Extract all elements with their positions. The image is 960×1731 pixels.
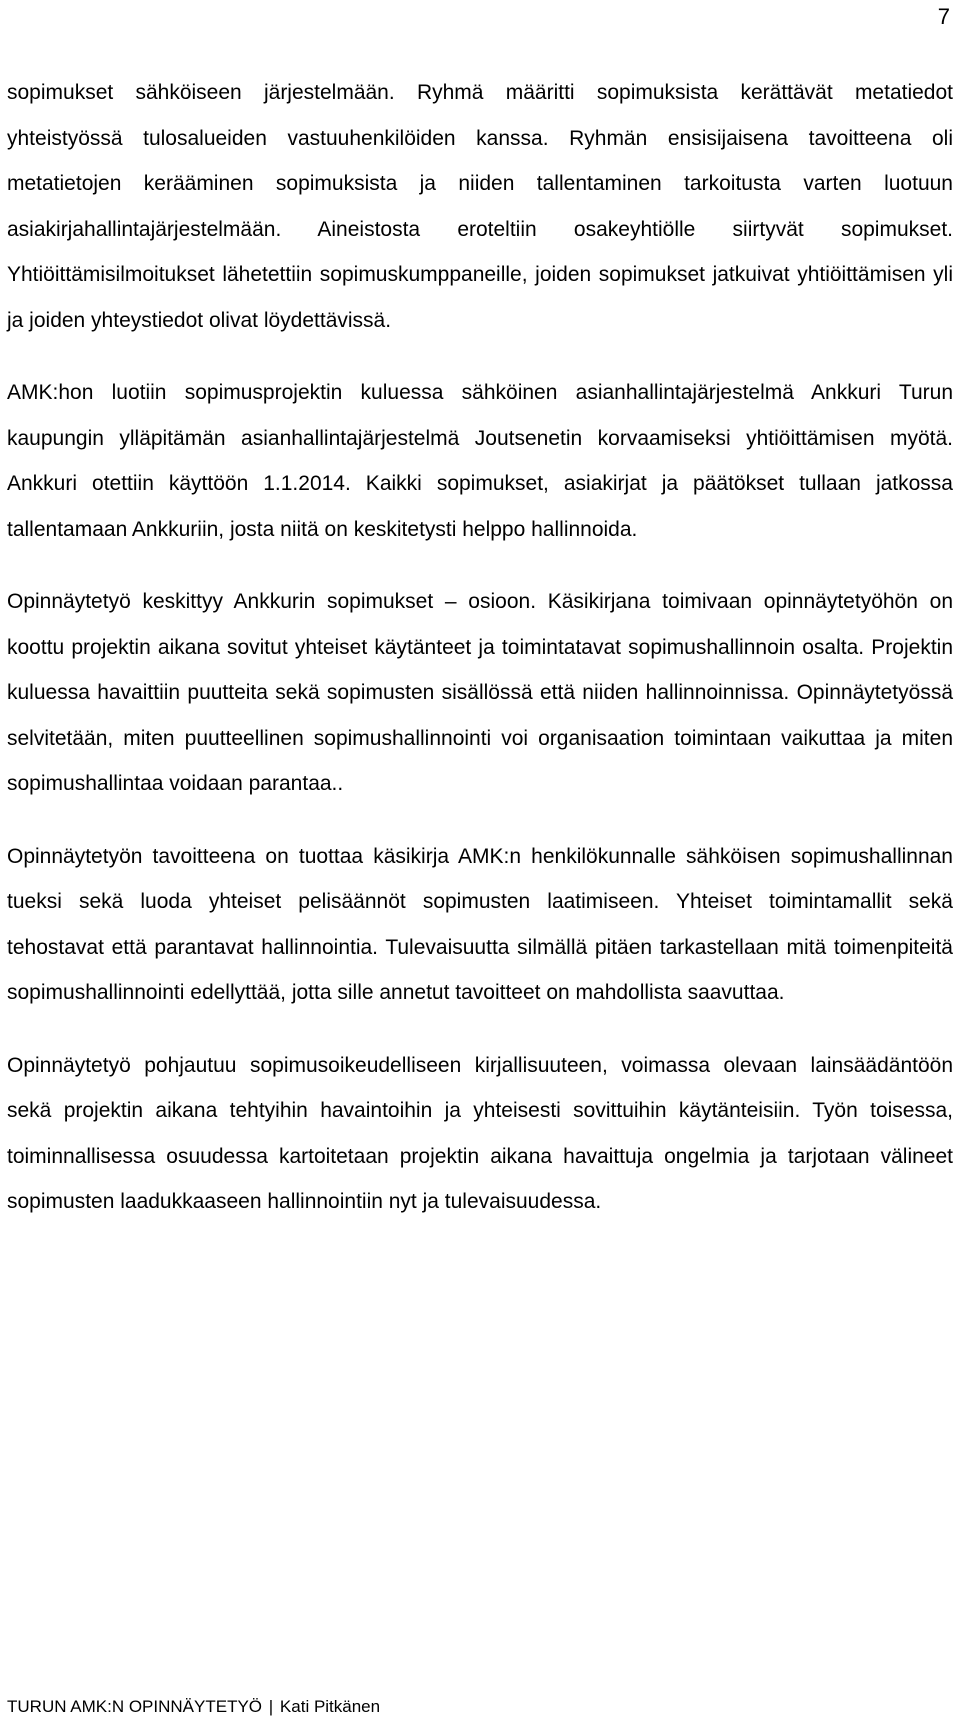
footer-title: TURUN AMK:N OPINNÄYTETYÖ [7,1697,263,1716]
page-number: 7 [937,4,950,29]
page-footer [7,1697,380,1717]
paragraph-1: sopimukset sähköiseen järjestelmään. Ryhmä määritti sopimuksista kerättävät metatiedot yhteistyössä tulosalueiden vastuuhenkilöiden kanssa. Ryhmän ensisijaisena tavoitteena oli metatietojen kerääminen sopimuksista ja niiden tallentaminen tarkoitusta varten luotuun asiakirjahallintajärjestelmään. Aineistosta eroteltiin osakeyhtiölle siirtyvät sopimukset. Yhtiöittämisilmoitukset lähetettiin sopimuskumppaneille, joiden sopimukset jatkuivat yhtiöittämisen yli ja joiden yhteystiedot olivat löydettävissä. [7,81,953,332]
paragraph-3: Opinnäytetyö keskittyy Ankkurin sopimukset – osioon. Käsikirjana toimivaan opinnäytetyöhön on koottu projektin aikana sovitut yhteiset käytänteet ja toimintatavat sopimushallinnoin osalta. Projektin kuluessa havaittiin puutteita sekä sopimusten sisällössä että niiden hallinnoinnissa. Opinnäytetyössä selvitetään, miten puutteellinen sopimushallinnointi voi organisaation toimintaan vaikuttaa ja miten sopimushallintaa voidaan parantaa.. [7,590,953,795]
paragraph-2: AMK:hon luotiin sopimusprojektin kuluessa sähköinen asianhallintajärjestelmä Ankkuri Turun kaupungin ylläpitämän asianhallintajärjestelmä Joutsenetin korvaamiseksi yhtiöittämisen myötä. Ankkuri otettiin käyttöön 1.1.2014. Kaikki sopimukset, asiakirjat ja päätökset tullaan jatkossa tallentamaan Ankkuriin, josta niitä on keskitetysti helppo hallinnoida. [7,381,953,541]
footer-author: Kati Pitkänen [279,1697,381,1716]
document-body [7,70,953,1252]
paragraph-4: Opinnäytetyön tavoitteena on tuottaa käsikirja AMK:n henkilökunnalle sähköisen sopimushallinnan tueksi sekä luoda yhteiset pelisäännöt sopimusten laatimiseen. Yhteiset toimintamallit sekä tehostavat että parantavat hallinnointia. Tulevaisuutta silmällä pitäen tarkastellaan mitä toimenpiteitä sopimushallinnointi edellyttää, jotta sille annetut tavoitteet on mahdollista saavuttaa. [7,844,953,1004]
footer-separator: | [268,1697,274,1716]
paragraph-5: Opinnäytetyö pohjautuu sopimusoikeudelliseen kirjallisuuteen, voimassa olevaan lainsäädäntöön sekä projektin aikana tehtyihin havaintoihin ja yhteisesti sovittuihin käytänteisiin. Työn toisessa, toiminnallisessa osuudessa kartoitetaan projektin aikana havaittuja ongelmia ja tarjotaan välineet sopimusten laadukkaaseen hallinnointiin nyt ja tulevaisuudessa. [7,1053,953,1213]
